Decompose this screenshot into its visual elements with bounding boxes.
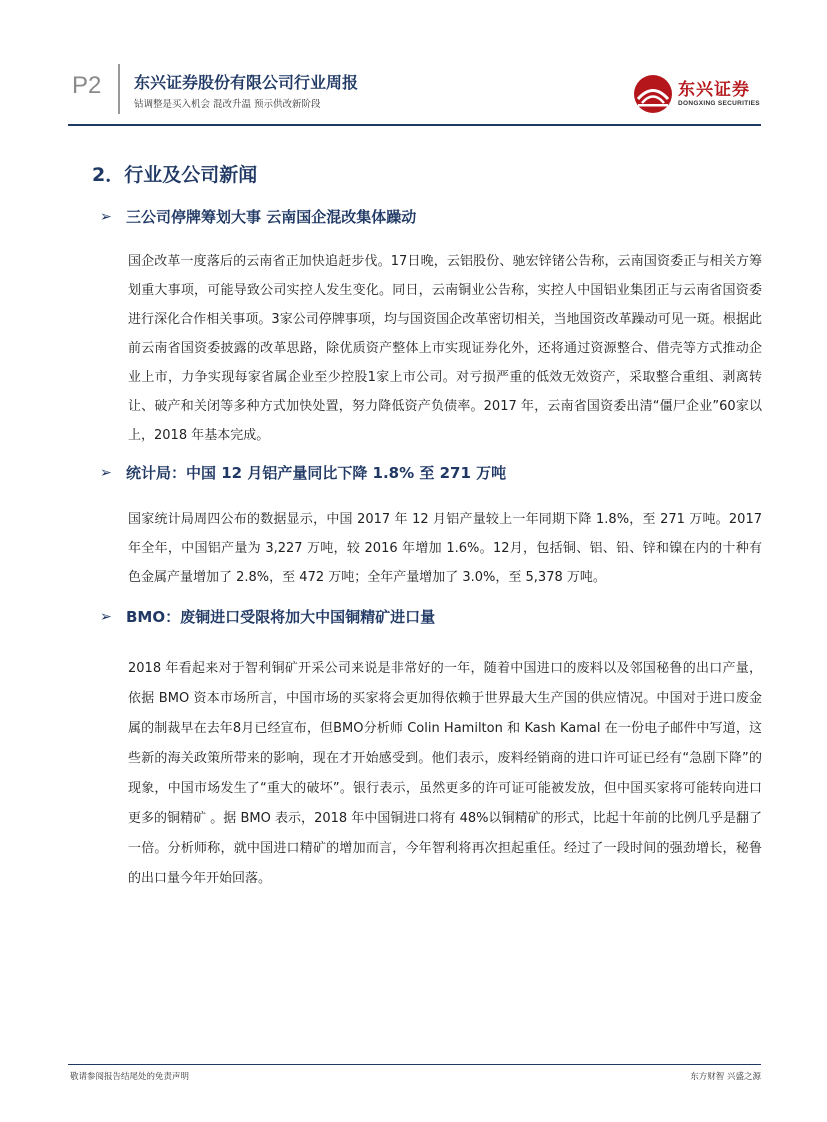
logo-text-en: DONGXING SECURITIES	[678, 100, 760, 107]
arrow-bullet-icon: ➢	[100, 608, 112, 625]
news-heading	[100, 462, 506, 483]
arrow-bullet-icon: ➢	[100, 464, 112, 481]
news-body: 国家统计局周四公布的数据显示，中国 2017 年 12 月铝产量较上一年同期下降 1.8%，至 271 万吨。2017 年全年，中国铝产量为 3,227 万吨，较 2016 年增加 1.6%。12月，包括铜、铝、铅、锌和镍在内的十种有色金属产量增加了 2.8%，至 472 万吨；全年产量增加了 3.0%，至 5,378 万吨。	[128, 512, 762, 585]
news-heading-text: 统计局：中国 12 月铝产量同比下降 1.8% 至 271 万吨	[126, 464, 507, 482]
report-subtitle: 钴调整是买入机会 混改升温 预示供改新阶段	[134, 99, 321, 110]
footer-disclaimer: 敬请参阅报告结尾处的免责声明	[70, 1072, 190, 1082]
header-separator	[118, 64, 120, 114]
news-body: 2018 年看起来对于智利铜矿开采公司来说是非常好的一年，随着中国进口的废料以及邻国秘鲁的出口产量，依据 BMO 资本市场所言，中国市场的买家将会更加得依赖于世界最大生产国的供应情况。中国对于进口废金属的制裁早在去年8月已经宣布，但BMO分析师 Colin Hamilton 和 Kash Kamal 在一份电子邮件中写道，这些新的海关政策所带来的影响，现在才开始感受到。他们表示，废料经销商的进口许可证已经有“急剧下降”的现象，中国市场发生了“重大的破坏”。银行表示，虽然更多的许可证可能被发放，但中国买家将可能转向进口更多的铜精矿 。据 BMO 表示，2018 年中国铜进口将有 48%以铜精矿的形式，比起十年前的比例几乎是翻了一倍。分析师称，就中国进口精矿的增加而言，今年智利将再次担起重任。经过了一段时间的强劲增长，秘鲁的出口量今年开始回落。	[128, 661, 762, 886]
news-heading	[100, 606, 435, 627]
news-heading-text: BMO：废铜进口受限将加大中国铜精矿进口量	[126, 608, 436, 626]
news-heading-text: 三公司停牌筹划大事 云南国企混改集体躁动	[126, 208, 417, 226]
logo-mark-icon	[632, 74, 674, 114]
company-logo	[632, 72, 772, 116]
page-number: P2	[72, 72, 102, 99]
footer-rule	[68, 1064, 761, 1065]
report-title: 东兴证券股份有限公司行业周报	[134, 73, 359, 92]
logo-text-cn: 东兴证券	[678, 80, 750, 100]
section-heading: 2．行业及公司新闻	[92, 164, 258, 186]
header-rule	[68, 124, 761, 126]
news-body: 国企改革一度落后的云南省正加快追赶步伐。17日晚，云铝股份、驰宏锌锗公告称，云南国资委正与相关方筹划重大事项，可能导致公司实控人发生变化。同日，云南铜业公告称，实控人中国铝业集团正与云南省国资委进行深化合作相关事项。3家公司停牌事项，均与国资国企改革密切相关，当地国资改革躁动可见一斑。根据此前云南省国资委披露的改革思路，除优质资产整体上市实现证券化外，还将通过资源整合、借壳等方式推动企业上市，力争实现每家省属企业至少控股1家上市公司。对亏损严重的低效无效资产，采取整合重组、剥离转让、破产和关闭等多种方式加快处置，努力降低资产负债率。2017 年，云南省国资委出清“僵尸企业”60家以上，2018 年基本完成。	[128, 254, 762, 443]
arrow-bullet-icon: ➢	[100, 208, 112, 225]
footer-slogan: 东方财智 兴盛之源	[690, 1072, 761, 1082]
news-heading	[100, 206, 416, 227]
